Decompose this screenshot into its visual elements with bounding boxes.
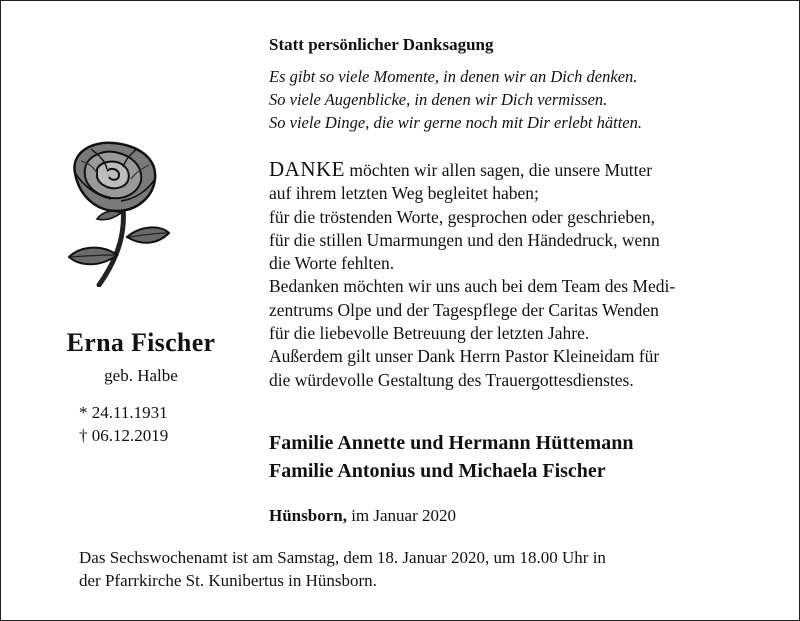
- thanks-line: Bedanken möchten wir uns auch bei dem Team des Medi-: [269, 276, 676, 297]
- poem-line: Es gibt so viele Momente, in denen wir an Dich denken.: [269, 67, 638, 86]
- family-line: Familie Annette und Hermann Hüttemann: [269, 432, 634, 454]
- place: Hünsborn,: [269, 506, 347, 525]
- thanks-line: auf ihrem letzten Weg begleitet haben;: [269, 183, 539, 204]
- thanks-text: [269, 158, 675, 392]
- thanks-line: die Worte fehlten.: [269, 253, 395, 274]
- thanks-line-rest: möchten wir allen sagen, die unsere Mutter: [345, 160, 653, 180]
- thanks-line: für die stillen Umarmungen und den Händedruck, wenn: [269, 229, 660, 250]
- memorial-service-note: [79, 547, 606, 592]
- thanks-line: Außerdem gilt unser Dank Herrn Pastor Kleineidam für: [269, 346, 660, 367]
- thanks-line: zentrums Olpe und der Tagespflege der Caritas Wenden: [269, 299, 659, 320]
- notice-heading: Statt persönlicher Danksagung: [269, 35, 494, 54]
- danke-word: DANKE: [269, 157, 345, 181]
- footer-line: Das Sechswochenamt ist am Samstag, dem 18. Januar 2020, um 18.00 Uhr in: [79, 548, 606, 567]
- death-date: † 06.12.2019: [79, 426, 169, 445]
- footer-line: der Pfarrkirche St. Kunibertus in Hünsborn.: [79, 570, 377, 590]
- maiden-name: geb. Halbe: [104, 366, 178, 385]
- thanks-line: für die tröstenden Worte, gesprochen oder geschrieben,: [269, 206, 656, 227]
- thanks-line: [269, 158, 675, 182]
- life-dates: [79, 401, 168, 447]
- place-date: [269, 506, 456, 526]
- deceased-name: Erna Fischer: [66, 328, 216, 357]
- birth-date: * 24.11.1931: [79, 403, 168, 422]
- thanks-line: die würdevolle Gestaltung des Trauergottesdienstes.: [269, 369, 634, 390]
- rose-icon: [61, 139, 171, 292]
- thanks-line: für die liebevolle Betreuung der letzten Jahre.: [269, 323, 590, 344]
- family-signatures: [269, 429, 633, 485]
- family-line: Familie Antonius und Michaela Fischer: [269, 460, 606, 482]
- poem-line: So viele Dinge, die wir gerne noch mit Dir erlebt hätten.: [269, 113, 643, 132]
- date-text: im Januar 2020: [346, 506, 457, 525]
- poem-line: So viele Augenblicke, in denen wir Dich vermissen.: [269, 90, 608, 109]
- poem: [269, 65, 642, 134]
